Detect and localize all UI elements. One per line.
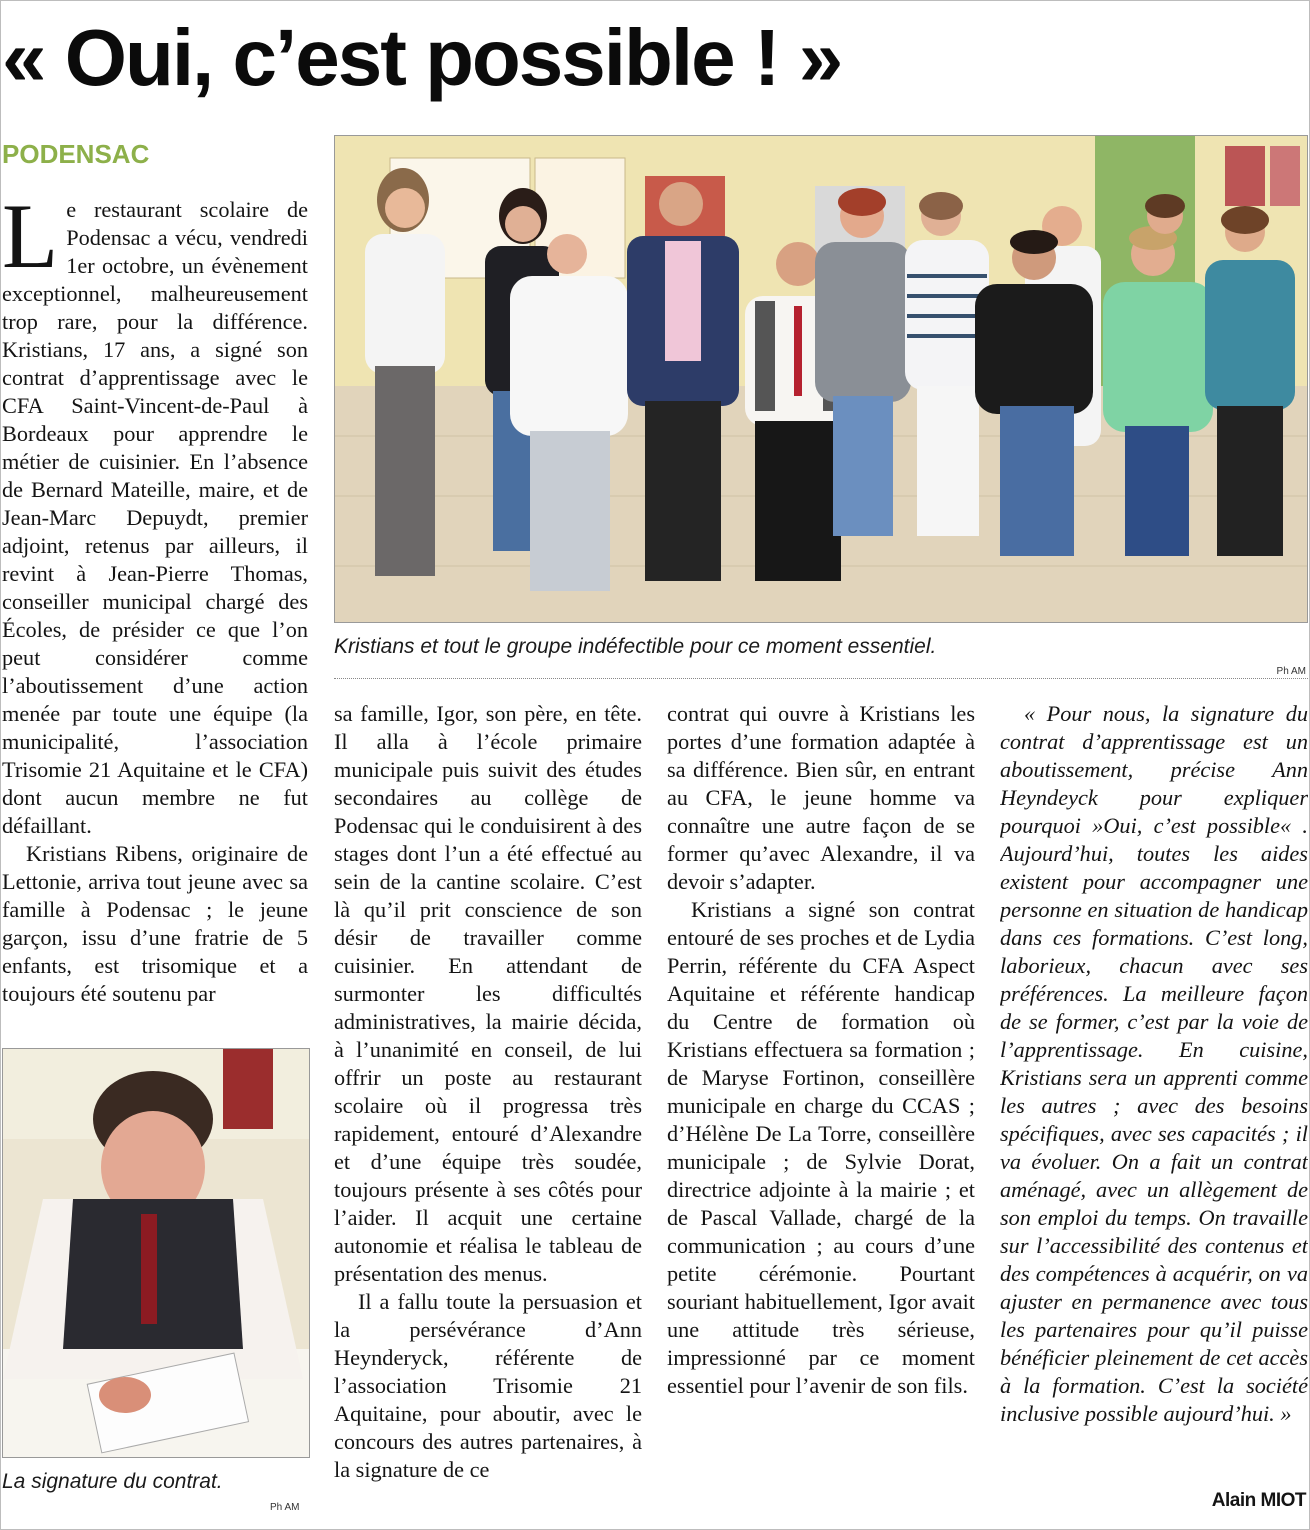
article-column-2 [334,700,642,1520]
author-signature: Alain MIOT [1211,1490,1306,1511]
headline: « Oui, c’est possible ! » [2,13,842,102]
paragraph: Kristians a signé son contrat entouré de ses proches et de Lydia Perrin, référente du CFA Aspect Aquitaine et référente handicap du Centre de formation où Kristians effectuera sa formation ; de Maryse Fortinon, conseillère municipale en charge du CCAS ; d’Hélène De La Torre, conseillère municipale ; de Sylvie Dorat, directrice adjointe à la mairie ; et de Pascal Vallade, chargé de la communication ; au cours d’une petite cérémonie. Pourtant souriant habituellement, Igor avait une attitude très sérieuse, impressionné par ce moment essentiel pour l’avenir de son fils. [667,897,975,1398]
photo-credit: Ph AM [270,1502,300,1513]
paragraph: Kristians Ribens, originaire de Lettonie, arriva tout jeune avec sa famille à Podensac ; le jeune garçon, issu d’une fratrie de 5 enfants, est trisomique et a toujours été soutenu par [2,841,308,1006]
paragraph: Il a fallu toute la persuasion et la persévérance d’Ann Heynderyck, référente de l’association Trisomie 21 Aquitaine, pour aboutir, avec le concours des autres partenaires, à la signature de ce [334,1289,642,1482]
paragraph: sa famille, Igor, son père, en tête. Il alla à l’école primaire municipale puis suivit des études secondaires au collège de Podensac qui le conduisirent à des stages dont l’un a été effectué au sein de la cantine scolaire. C’est là qu’il prit conscience de son désir de travailler comme cuisinier. En attendant de surmonter les difficultés administratives, la mairie décida, à l’unanimité en conseil, de lui offrir un poste au restaurant scolaire où il progressa très rapidement, entouré d’Alexandre et d’une équipe très soudée, toujours présente à ses côtés pour l’aider. Il acquit une certaine autonomie et réalisa le tableau de présentation des menus. [334,701,642,1286]
article-column-4-quote [1000,700,1308,1460]
article-column-1 [2,196,308,1040]
paragraph: contrat qui ouvre à Kristians les portes d’une formation adaptée à sa différence. Bien sûr, en entrant au CFA, le jeune homme va connaître une autre façon de se former qu’avec Alexandre, il va devoir s’adapter. [667,701,975,894]
photo-credit: Ph AM [1276,666,1306,677]
paragraph [2,196,308,840]
quote-paragraph: « Pour nous, la signature du contrat d’apprentissage est un aboutissement, précise Ann Heyndeyck pour expliquer pourquoi »Oui, c’est possible« . Aujourd’hui, toutes les aides existent pour accompagner une personne en situation de handicap dans ces formations. C’est long, laborieux, chacun avec ses préférences. La meilleure façon de se former, c’est par la voie de l’apprentissage. En cuisine, Kristians sera un apprenti comme les autres ; avec des besoins spécifiques, avec ses capacités ; il va évoluer. On a fait un contrat aménagé, avec un allègement de son emploi du temps. On travaille sur l’accessibilité des contenus et des compétences à acquérir, on va ajuster en permanence avec tous les partenaires pour qu’il puisse bénéficier pleinement de cet accès à la formation. C’est la société inclusive possible aujourd’hui. » [1000,701,1308,1426]
drop-cap: L [2,196,59,287]
article-column-3 [667,700,975,1520]
photo-caption: La signature du contrat. [2,1470,223,1493]
paragraph-text: e restaurant scolaire de Podensac a vécu, vendredi 1er octobre, un évènement exceptionnel, malheureusement trop rare, pour la différence. Kristians, 17 ans, a signé son contrat d’apprentissage avec le CFA Saint-Vincent-de-Paul à Bordeaux pour apprendre le métier de cuisinier. En l’absence de Bernard Mateille, maire, et de Jean-Marc Depuydt, premier adjoint, retenus par ailleurs, il revint à Jean-Pierre Thomas, conseiller municipal chargé des Écoles, de présider ce que l’on peut considérer comme l’aboutissement d’une action menée par toute une équipe (la municipalité, l’association Trisomie 21 Aquitaine et le CFA) dont aucun membre ne fut défaillant. [2,197,308,838]
photo-caption: Kristians et tout le groupe indéfectible pour ce moment essentiel. [334,635,937,658]
group-photo-image [335,136,1307,622]
section-label: PODENSAC [2,139,150,169]
divider [334,678,1308,679]
signing-photo-image [3,1049,309,1457]
signing-photo [2,1048,310,1458]
group-photo [334,135,1308,623]
